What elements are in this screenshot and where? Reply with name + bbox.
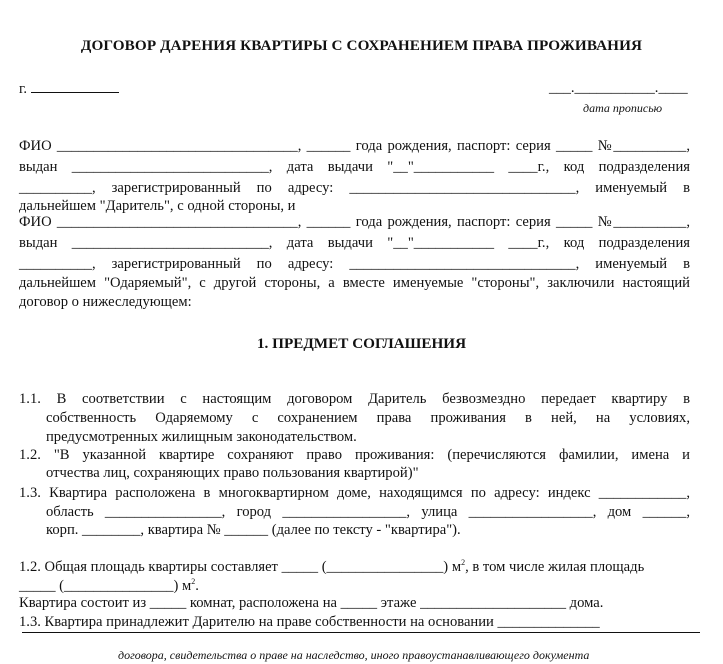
parties-line-3: __________, зарегистрированный по адресу: _______________________________, именуемый в bbox=[19, 180, 690, 196]
parties-line-5: ФИО _________________________________, ______ года рождения, паспорт: серия _____ №__________, bbox=[19, 214, 690, 230]
parties-line-2: выдан ___________________________, дата выдачи "__"___________ ____г., код подразделения bbox=[19, 159, 690, 175]
clause-1-2-line-2: отчества лиц, сохраняющих право пользования квартирой)" bbox=[46, 465, 419, 481]
ownership-line: 1.3. Квартира принадлежит Дарителю на праве собственности на основании ______________ bbox=[19, 614, 600, 630]
area-line-2 bbox=[19, 577, 199, 595]
area-living-end: . bbox=[195, 577, 199, 594]
parties-line-7: __________, зарегистрированный по адресу: _______________________________, именуемый в bbox=[19, 256, 690, 272]
document-title: ДОГОВОР ДАРЕНИЯ КВАРТИРЫ С СОХРАНЕНИЕМ ПРАВА ПРОЖИВАНИЯ bbox=[80, 37, 643, 54]
city-blank bbox=[31, 80, 119, 93]
city-prefix: г. bbox=[19, 81, 31, 97]
area-living-value: _____ (_______________) м bbox=[19, 577, 192, 594]
area-total-text: 1.2. Общая площадь квартиры составляет _____ (________________) м bbox=[19, 558, 462, 575]
clause-1-3-line-2: область ________________, город _________________, улица _________________, дом ______, bbox=[46, 504, 690, 520]
parties-line-6: выдан ___________________________, дата выдачи "__"___________ ____г., код подразделения bbox=[19, 235, 690, 251]
area-line-1 bbox=[19, 558, 644, 576]
date-blank: ___.___________.____ bbox=[549, 80, 688, 96]
clause-1-1-line-2: собственность Одаряемому с сохранением права проживания в ней, на условиях, bbox=[46, 410, 690, 426]
parties-line-1: ФИО _________________________________, ______ года рождения, паспорт: серия _____ №__________, bbox=[19, 138, 690, 154]
date-caption: дата прописью bbox=[583, 101, 663, 115]
clause-1-2-line-1: 1.2. "В указанной квартире сохраняют право проживания: (перечисляются фамилии, имена и bbox=[19, 447, 690, 463]
section-heading: 1. ПРЕДМЕТ СОГЛАШЕНИЯ bbox=[256, 335, 467, 352]
clause-1-3-line-3: корп. ________, квартира № ______ (далее по тексту - "квартира"). bbox=[46, 522, 461, 538]
ownership-basis-blank bbox=[22, 632, 700, 633]
parties-line-9: договор о нижеследующем: bbox=[19, 294, 192, 310]
clause-1-3-line-1: 1.3. Квартира расположена в многоквартирном доме, находящимся по адресу: индекс ____________, bbox=[19, 485, 690, 501]
clause-1-1-line-1: 1.1. В соответствии с настоящим договором Даритель безвозмездно передает квартиру в bbox=[19, 391, 690, 407]
parties-line-4: дальнейшем "Даритель", с одной стороны, и bbox=[19, 198, 296, 214]
area-living-sup: 2 bbox=[191, 577, 196, 586]
city-line bbox=[19, 80, 119, 98]
clause-1-1-line-3: предусмотренных жилищным законодательством. bbox=[46, 429, 357, 445]
rooms-line: Квартира состоит из _____ комнат, расположена на _____ этаже ____________________ дома. bbox=[19, 595, 604, 611]
area-total-sup: 2 bbox=[461, 558, 466, 567]
area-living-text: , в том числе жилая площадь bbox=[465, 558, 645, 575]
ownership-caption: договора, свидетельства о праве на наследство, иного правоустанавливающего документа bbox=[118, 648, 590, 662]
parties-line-8: дальнейшем "Одаряемый", с другой стороны, а вместе именуемые "стороны", заключили настоящий bbox=[19, 275, 690, 291]
